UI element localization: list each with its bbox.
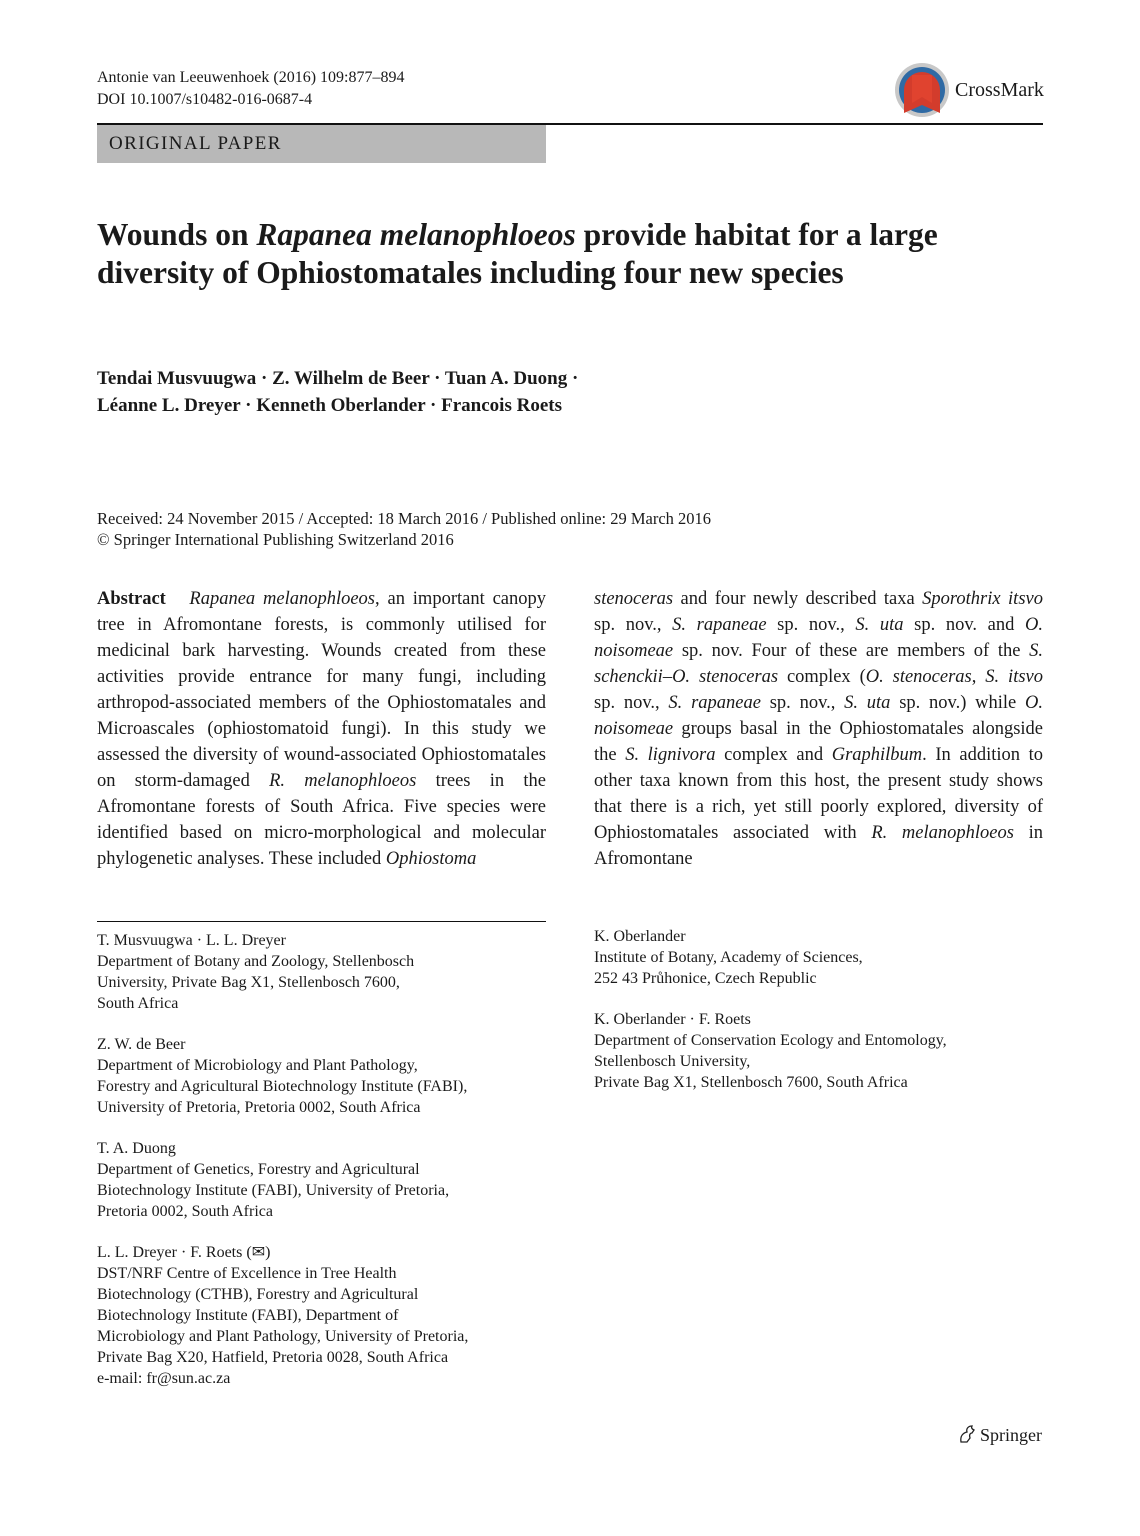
affiliation-line: Department of Genetics, Forestry and Agricultural <box>97 1161 420 1178</box>
affiliation <box>97 1138 546 1222</box>
species-name: S. itsvo <box>985 667 1043 687</box>
article-type: ORIGINAL PAPER <box>109 133 282 154</box>
affiliation-line: DST/NRF Centre of Excellence in Tree Health <box>97 1265 397 1282</box>
abstract-text: sp. nov. and <box>903 615 1026 635</box>
affiliations-left <box>97 930 546 1409</box>
affiliation-line: Private Bag X1, Stellenbosch 7600, South Africa <box>594 1074 908 1091</box>
affiliations-right <box>594 926 1043 1113</box>
species-name: S. uta <box>855 615 904 635</box>
species-name: O. noisomeae <box>594 693 1044 739</box>
affiliation-line: Biotechnology (CTHB), Forestry and Agricultural <box>97 1286 419 1303</box>
author[interactable]: Kenneth Oberlander <box>256 395 426 416</box>
affiliation-line: South Africa <box>97 995 179 1012</box>
author-separator: · <box>567 368 579 389</box>
affiliation <box>594 1009 1043 1093</box>
affiliation-line: Pretoria 0002, South Africa <box>97 1203 273 1220</box>
crossmark-icon <box>893 61 951 119</box>
species-name: Rapanea melanophloeos <box>189 589 376 609</box>
abstract-text: sp. nov., <box>760 693 845 713</box>
affiliation-names-text: L. L. Dreyer · F. Roets ( <box>97 1244 252 1261</box>
abstract-text: complex ( <box>778 667 866 687</box>
affiliation-line: Biotechnology Institute (FABI), University of Pretoria, <box>97 1182 450 1199</box>
abstract-text: sp. nov. Four of these are members of the <box>673 641 1030 661</box>
affiliation-names: K. Oberlander · F. Roets <box>594 1011 751 1028</box>
species-name: R. melanophloeos <box>871 823 1014 843</box>
affiliation-line: Private Bag X20, Hatfield, Pretoria 0028, South Africa <box>97 1349 449 1366</box>
author[interactable]: Léanne L. Dreyer <box>97 395 241 416</box>
author-list <box>97 365 997 419</box>
crossmark-label: CrossMark <box>955 79 1044 101</box>
species-name: O. stenoceras <box>865 667 972 687</box>
species-name: S. rapaneae <box>672 615 767 635</box>
title-text: provide habitat for a large diversity of Ophiostomatales including four new species <box>97 217 938 290</box>
author[interactable]: Francois Roets <box>441 395 562 416</box>
section-band <box>97 125 546 163</box>
affiliation <box>594 926 1043 989</box>
affiliation-line: Biotechnology Institute (FABI), Department of <box>97 1307 399 1324</box>
affiliation-names: Z. W. de Beer <box>97 1036 186 1053</box>
species-name: S. schenckii–O. stenoceras <box>594 641 1043 687</box>
author-separator: · <box>429 368 445 389</box>
publisher-logo <box>958 1424 1042 1446</box>
affiliation-line: Department of Microbiology and Plant Pathology, <box>97 1057 418 1074</box>
author-separator: · <box>240 395 257 416</box>
author-separator: · <box>256 368 273 389</box>
crossmark-badge[interactable] <box>893 61 1049 121</box>
title-species: Rapanea melanophloeos <box>256 217 576 252</box>
species-name: O. noisomeae <box>594 615 1044 661</box>
affiliation-line: 252 43 Průhonice, Czech Republic <box>594 970 817 987</box>
abstract-text: sp. nov., <box>594 693 669 713</box>
species-name: stenoceras <box>594 589 674 609</box>
abstract-column-right <box>594 586 1043 872</box>
affiliation-line: Forestry and Agricultural Biotechnology Institute (FABI), <box>97 1078 468 1095</box>
publication-dates <box>97 508 711 550</box>
title-text: Wounds on <box>97 217 257 252</box>
species-name: R. melanophloeos <box>269 771 417 791</box>
abstract-text: , an important canopy tree in Afromontane forests, is commonly utilised for medicinal bark harvesting. Wounds created from these activities provide entrance for many fungi, including arthropod-associated members of the Ophiostomatales and Microascales (ophiostomatoid fungi). In this study we assessed the diversity of wound-associated Ophiostomatales on storm-damaged <box>97 589 546 791</box>
abstract-text: sp. nov., <box>766 615 856 635</box>
affiliation-names-text: ) <box>265 1244 271 1261</box>
affiliation-names <box>97 1242 546 1263</box>
affiliation-line: Microbiology and Plant Pathology, University of Pretoria, <box>97 1328 469 1345</box>
affiliation <box>97 1034 546 1118</box>
abstract-text: , <box>971 667 986 687</box>
email-link[interactable]: e-mail: fr@sun.ac.za <box>97 1370 231 1387</box>
copyright: © Springer International Publishing Switzerland 2016 <box>97 530 454 549</box>
affiliation-line: Department of Botany and Zoology, Stellenbosch <box>97 953 415 970</box>
author[interactable]: Tuan A. Duong <box>444 368 568 389</box>
affiliation <box>97 1242 546 1389</box>
affiliation-names: K. Oberlander <box>594 928 686 945</box>
abstract-text: complex and <box>715 745 832 765</box>
species-name: S. lignivora <box>625 745 716 765</box>
abstract-heading: Abstract <box>97 589 166 609</box>
author-separator: · <box>425 395 442 416</box>
affiliation-names: T. A. Duong <box>97 1140 176 1157</box>
abstract-text: sp. nov.) while <box>890 693 1026 713</box>
affiliation-line: University of Pretoria, Pretoria 0002, South Africa <box>97 1099 421 1116</box>
species-name: Sporothrix itsvo <box>922 589 1043 609</box>
abstract-text: groups basal in the Ophiostomatales alongside the <box>594 719 1043 765</box>
history-dates: Received: 24 November 2015 / Accepted: 18 March 2016 / Published online: 29 March 2016 <box>97 509 712 528</box>
abstract-text: trees in the Afromontane forests of South Africa. Five species were identified based on micro-morphological and molecular phylogenetic analyses. These included <box>97 771 547 869</box>
affiliation-line: Institute of Botany, Academy of Sciences, <box>594 949 863 966</box>
species-name: S. uta <box>844 693 891 713</box>
envelope-icon[interactable]: ✉ <box>251 1244 266 1261</box>
author[interactable]: Tendai Musvuugwa <box>97 368 257 389</box>
abstract-column-left <box>97 586 546 872</box>
article-title <box>97 216 997 291</box>
journal-citation: Antonie van Leeuwenhoek (2016) 109:877–894 <box>97 69 405 86</box>
abstract-text: in Afromontane <box>594 823 1044 869</box>
doi[interactable]: DOI 10.1007/s10482-016-0687-4 <box>97 91 313 108</box>
affiliation <box>97 930 546 1014</box>
footnote-rule <box>97 921 546 922</box>
abstract-text: . In addition to other taxa known from this host, the present study shows that there is a rich, yet still poorly explored, diversity of Ophiostomatales associated with <box>594 745 1044 843</box>
affiliation-line: University, Private Bag X1, Stellenbosch 7600, <box>97 974 400 991</box>
abstract-text: and four newly described taxa <box>673 589 923 609</box>
species-name: Ophiostoma <box>385 849 477 869</box>
publisher-name: Springer <box>980 1425 1042 1445</box>
affiliation-line: Stellenbosch University, <box>594 1053 751 1070</box>
affiliation-line: Department of Conservation Ecology and Entomology, <box>594 1032 947 1049</box>
species-name: Graphilbum <box>831 745 923 765</box>
affiliation-names: T. Musvuugwa · L. L. Dreyer <box>97 932 286 949</box>
author[interactable]: Z. Wilhelm de Beer <box>272 368 430 389</box>
species-name: S. rapaneae <box>668 693 761 713</box>
springer-horse-icon <box>958 1424 976 1444</box>
abstract-text: sp. nov., <box>594 615 673 635</box>
